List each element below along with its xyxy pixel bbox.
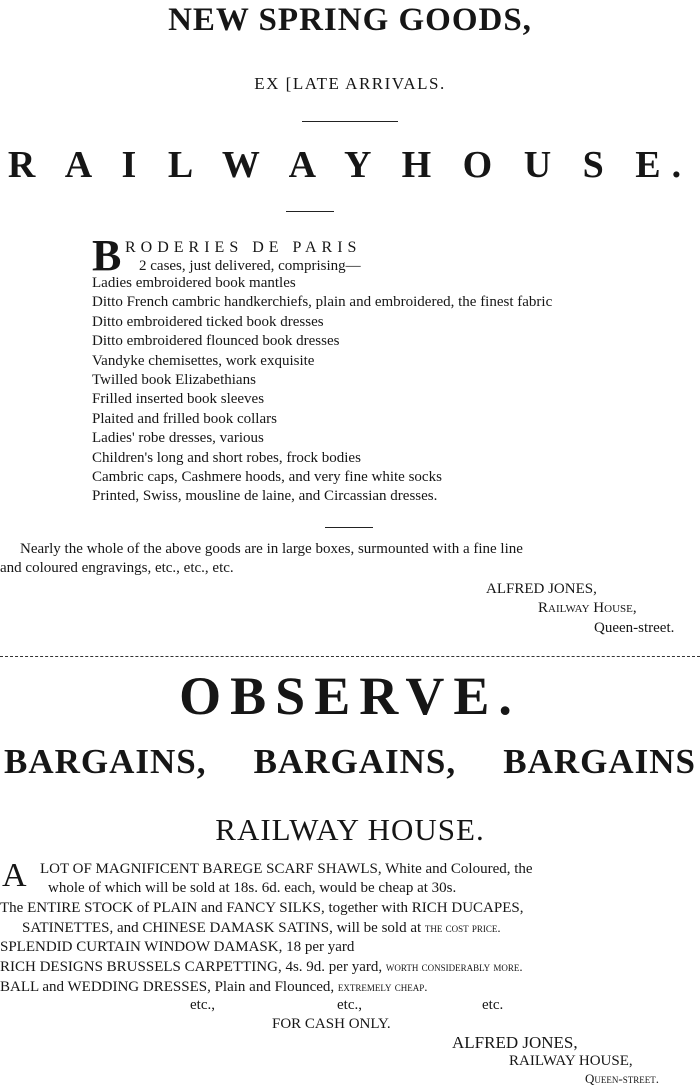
price-note: extremely cheap. [337,979,428,994]
list-item: Frilled inserted book sleeves [92,391,265,408]
body-line: The ENTIRE STOCK of PLAIN and FANCY SILKS, together with RICH DUCAPES, [0,900,524,916]
column-divider [0,656,700,657]
drop-cap: B [92,231,122,280]
body-line [0,977,428,998]
body-line [22,918,501,939]
ad-title: NEW SPRING GOODS, [168,2,532,38]
signature-place: Railway House, [538,600,637,616]
list-item: Printed, Swiss, mousline de laine, and Circassian dresses. [92,488,438,505]
etc-text: etc., [190,997,215,1013]
body-line: whole of which will be sold at 18s. 6d. each, would be cheap at 30s. [48,880,457,896]
list-item: Ditto embroidered ticked book dresses [92,313,324,330]
list-item: Vandyke chemisettes, work exquisite [92,352,315,369]
divider-rule [325,527,373,528]
list-item: Plaited and frilled book collars [92,410,277,427]
body-text: RICH DESIGNS BRUSSELS CARPETTING, 4s. 9d. per yard, [0,959,386,975]
paragraph-line: Nearly the whole of the above goods are in large boxes, surmounted with a fine line [20,541,523,557]
list-item: Ladies' robe dresses, various [92,430,264,447]
goods-list [92,231,692,507]
list-item: Ditto French cambric handkerchiefs, plain and embroidered, the finest fabric [92,294,553,311]
etc-text: etc. [482,997,504,1013]
list-item: Children's long and short robes, frock bodies [92,449,361,466]
paragraph-line: and coloured engravings, etc., etc., etc. [0,560,234,576]
price-note: the cost price. [424,920,501,935]
list-item: Twilled book Elizabethians [92,372,256,389]
etc-text: etc., [337,997,362,1013]
body-text: SATINETTES, and CHINESE DAMASK SATINS, will be sold at [22,920,425,936]
body-text: BALL and WEDDING DRESSES, Plain and Flounced, [0,979,338,995]
signature-name-2: ALFRED JONES, [452,1033,578,1052]
list-item: Cambric caps, Cashmere hoods, and very fine white socks [92,469,442,486]
observe-heading: OBSERVE. [179,666,521,726]
cash-only-text: FOR CASH ONLY. [272,1016,391,1032]
drop-cap: A [2,857,27,894]
ad-subtitle: EX [LATE ARRIVALS. [254,74,446,93]
divider-rule [302,121,398,122]
list-item: Ladies embroidered book mantles [92,275,296,291]
price-note: worth considerably more. [385,959,523,974]
heading-text: RODERIES DE PARIS [125,239,362,256]
closing-paragraph [0,540,700,578]
bargains-banner: BARGAINS, BARGAINS, BARGAINS [4,742,696,781]
divider-rule [286,211,334,212]
signature-name: ALFRED JONES, [486,581,597,597]
body-line [0,957,523,978]
store-name-heading-2: RAILWAY HOUSE. [215,812,485,847]
list-heading [92,231,692,280]
signature-place-2: RAILWAY HOUSE, [509,1053,633,1069]
heading-subline: 2 cases, just delivered, comprising— [139,258,361,274]
list-item: Ditto embroidered flounced book dresses [92,333,340,350]
signature-street: Queen-street. [594,620,675,636]
body-line: SPLENDID CURTAIN WINDOW DAMASK, 18 per yard [0,939,355,955]
signature-street-2: Queen-street. [585,1071,659,1086]
store-name-heading: R A I L W A Y H O U S E. [7,144,693,186]
body-line: LOT OF MAGNIFICENT BAREGE SCARF SHAWLS, White and Coloured, the [40,861,533,877]
